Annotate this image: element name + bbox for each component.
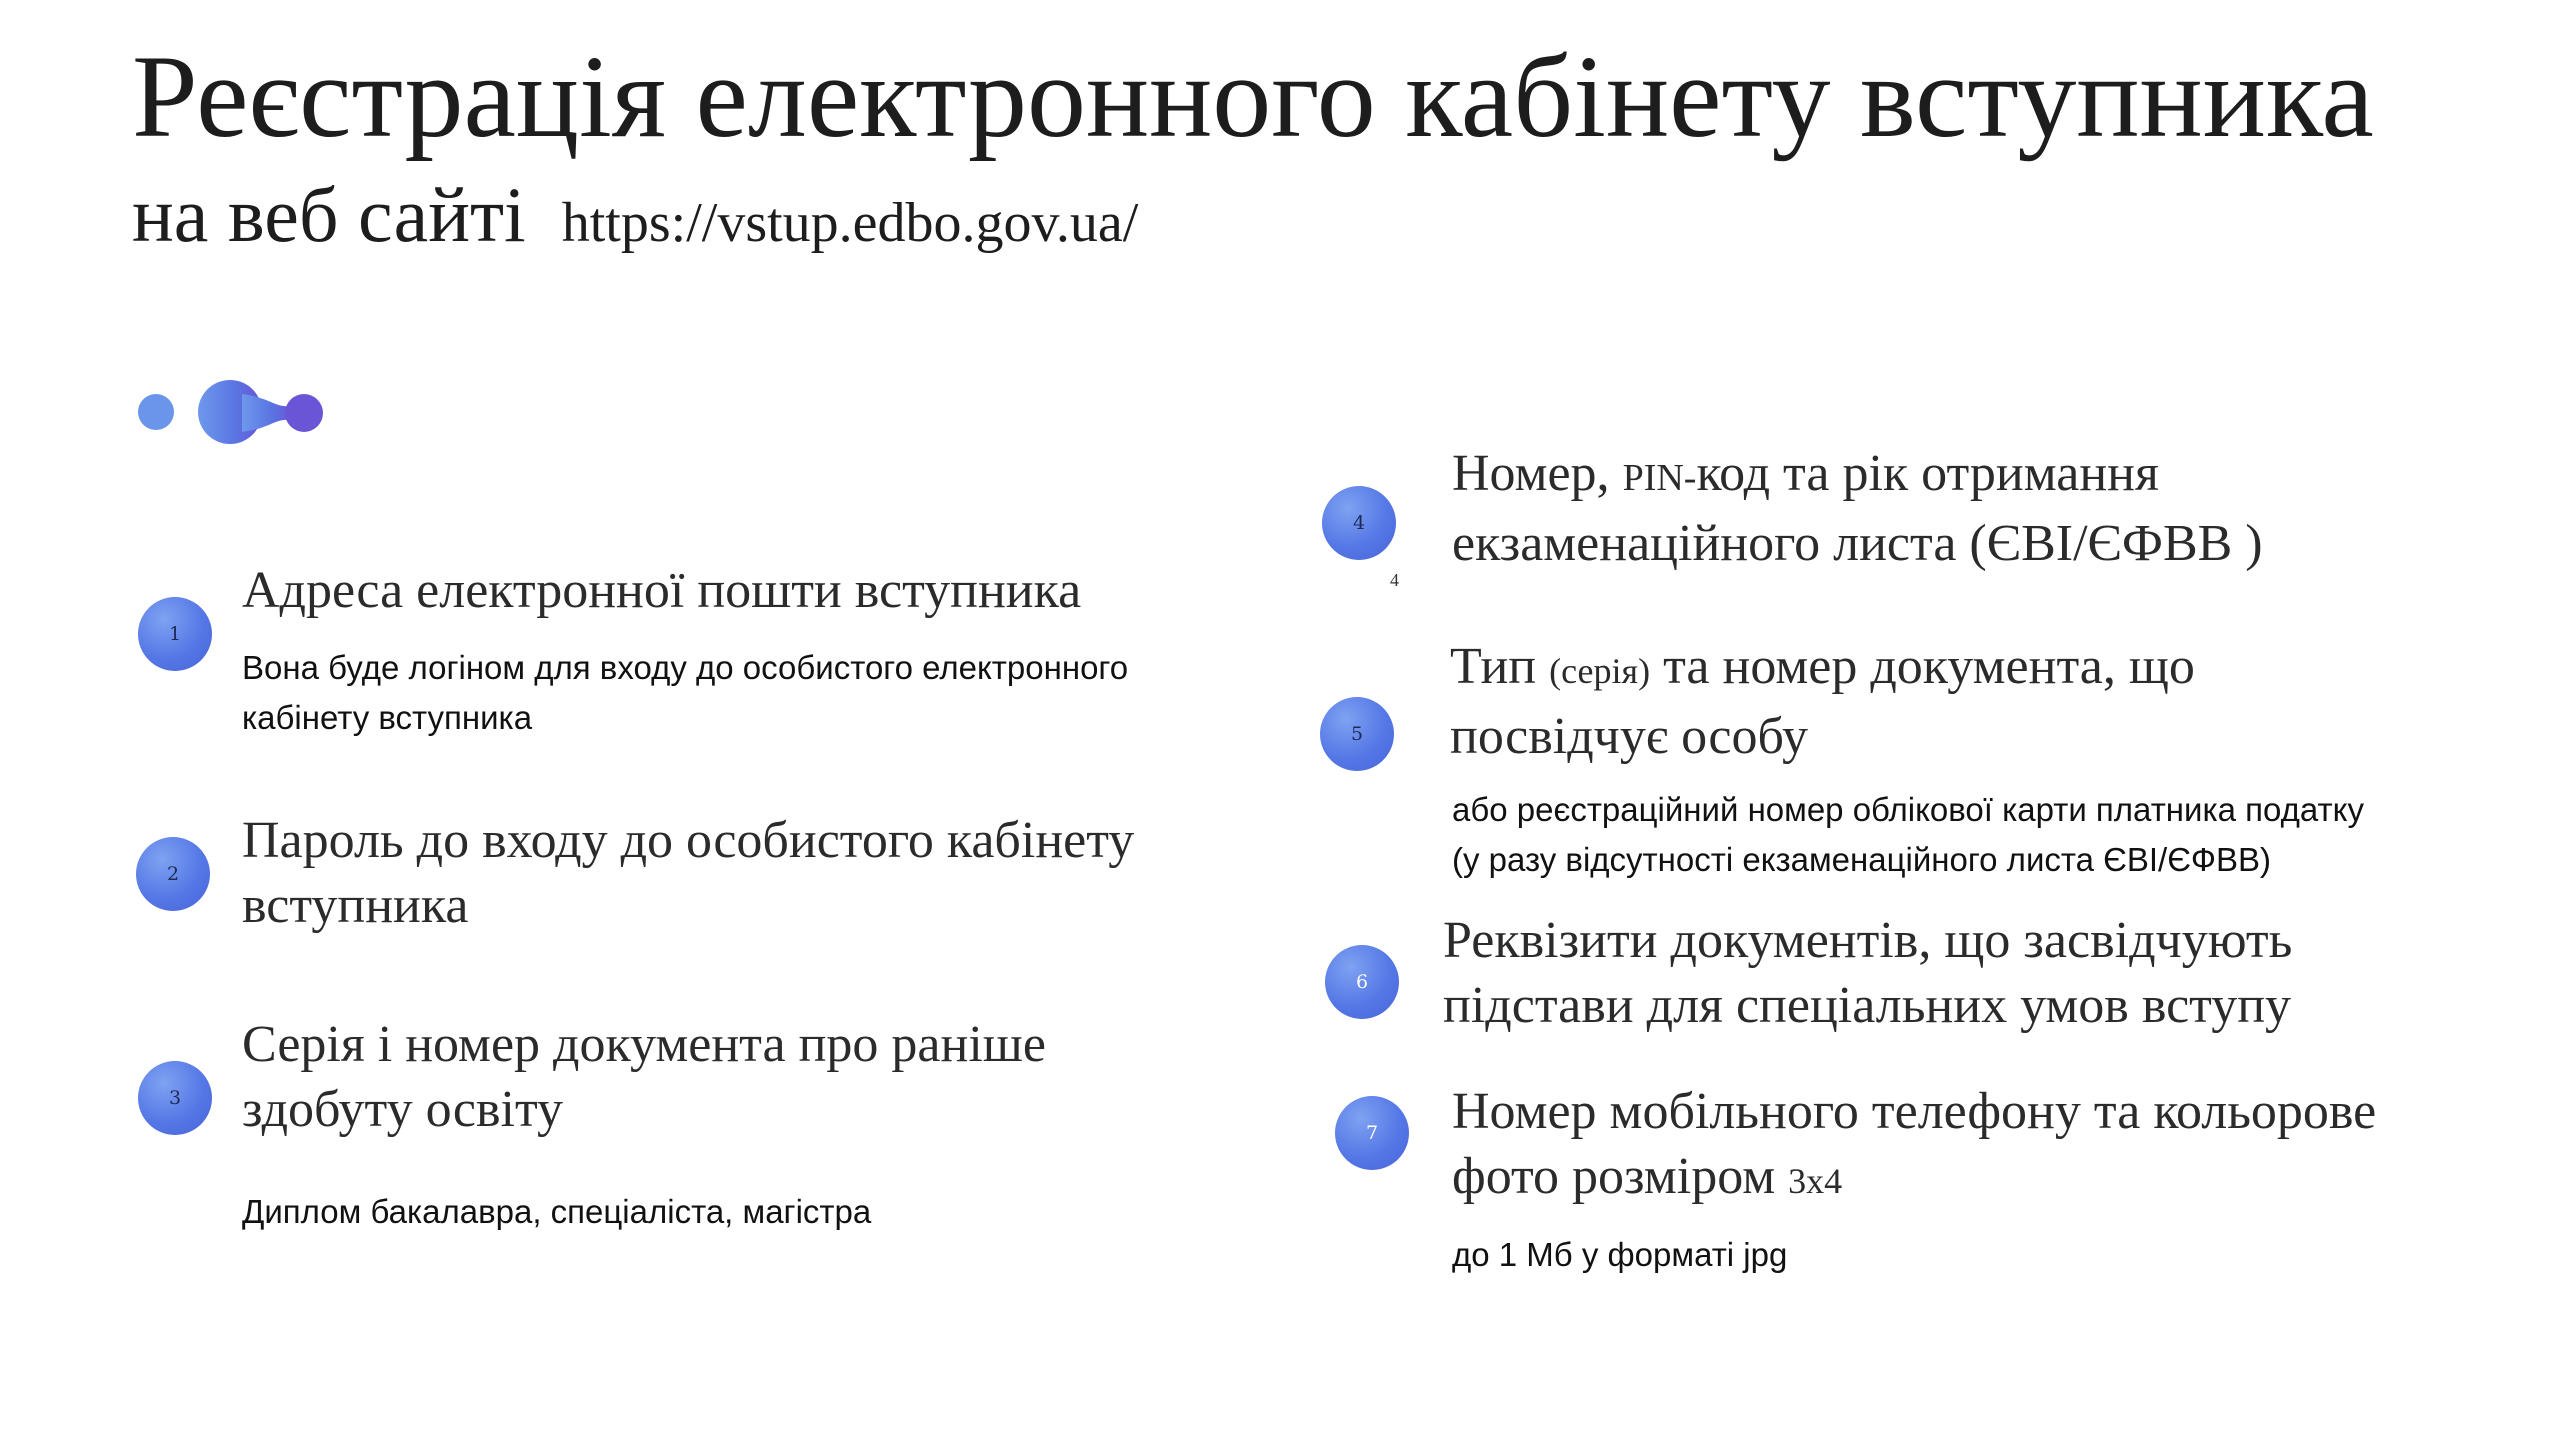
item-5-heading-part2: та номер документа, що посвідчує особу: [1450, 638, 2195, 765]
page-subtitle: [132, 168, 1138, 262]
item-7-heading: [1452, 1079, 2376, 1214]
item-4-heading-part1: Номер,: [1452, 445, 1623, 502]
item-4-heading-part2: код та рік отримання екзаменаційного листа (ЄВІ/ЄФВВ ): [1452, 445, 2263, 572]
item-5-heading-paren: (серія): [1549, 651, 1651, 691]
item-5-heading-part1: Тип: [1450, 638, 1550, 695]
item-7-heading-part1: Номер мобільного телефону та кольорове фото розміром: [1452, 1083, 2377, 1205]
item-2-number-badge: 2: [136, 837, 210, 911]
site-url: https://vstup.edbo.gov.ua/: [561, 192, 1139, 254]
item-3-description: Диплом бакалавра, спеціаліста, магістра: [242, 1193, 872, 1230]
item-1-heading: Адреса електронної пошти вступника: [242, 562, 1082, 619]
item-1-description: Вона буде логіном для входу до особистого електронного кабінету вступника: [242, 649, 1129, 736]
item-7-description: до 1 Мб у форматі jpg: [1452, 1236, 1788, 1273]
item-4-number-badge: 4: [1322, 486, 1396, 560]
item-6-heading: Реквізити документів, що засвідчують підстави для спеціальних умов вступу: [1443, 912, 2293, 1034]
item-1-number-badge: 1: [138, 597, 212, 671]
item-5-description: або реєстраційний номер облікової карти платника податку (у разу відсутності екзаменаційного листа ЄВІ/ЄФВВ): [1452, 791, 2364, 878]
item-6-number-badge: 6: [1325, 945, 1399, 1019]
item-7-number-badge: 7: [1335, 1096, 1409, 1170]
item-5-number-badge: 5: [1320, 697, 1394, 771]
item-4-stray-number: 4: [1390, 570, 1399, 590]
page-title: Реєстрація електронного кабінету вступника: [132, 31, 2374, 162]
item-3-heading: Серія і номер документа про раніше здобуту освіту: [242, 1016, 1046, 1138]
subtitle-lead: на веб сайті: [132, 171, 526, 258]
item-5-heading: [1450, 634, 2195, 769]
item-4-heading: [1452, 441, 2263, 576]
decorative-dots-icon: [132, 380, 332, 450]
item-4-heading-pin: PIN-: [1622, 457, 1697, 499]
item-7-heading-size: 3х4: [1788, 1161, 1843, 1201]
item-3-number-badge: 3: [138, 1061, 212, 1135]
item-2-heading: Пароль до входу до особистого кабінету вступника: [242, 812, 1135, 934]
